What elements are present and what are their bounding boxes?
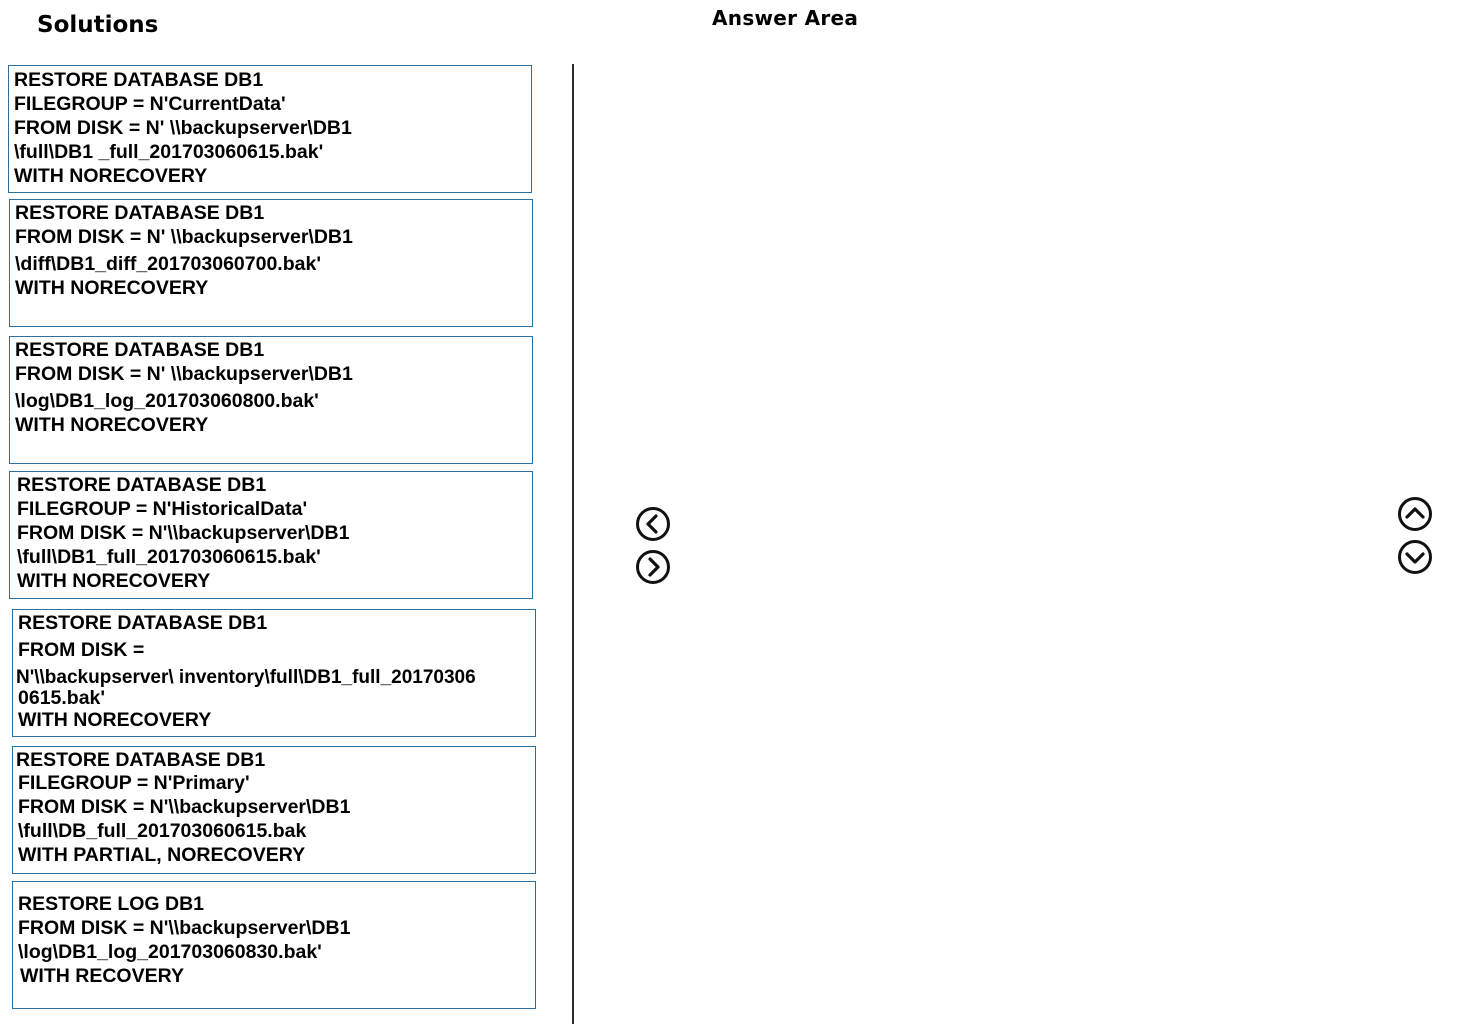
move-down-button[interactable]: [1398, 540, 1432, 574]
card-line: N'\\backupserver\ inventory\full\DB1_full_20170306: [16, 667, 476, 688]
card-line: \full\DB1 _full_201703060615.bak': [14, 141, 324, 163]
answer-area[interactable]: [690, 64, 1380, 1014]
card-line: FROM DISK = N' \\backupserver\DB1: [15, 226, 353, 248]
card-line: WITH PARTIAL, NORECOVERY: [18, 844, 306, 866]
card-line: 0615.bak': [18, 687, 106, 709]
solution-card-7[interactable]: [12, 881, 536, 1009]
card-line: \full\DB1_full_201703060615.bak': [17, 546, 321, 568]
card-line: RESTORE DATABASE DB1: [15, 202, 265, 224]
card-line: FROM DISK = N'\\backupserver\DB1: [18, 796, 351, 818]
card-line: RESTORE LOG DB1: [18, 893, 205, 915]
chevron-down-icon: [1401, 543, 1429, 571]
card-line: \diff\DB1_diff_201703060700.bak': [15, 253, 321, 275]
card-line: WITH RECOVERY: [20, 965, 184, 987]
move-left-button[interactable]: [636, 507, 670, 541]
solutions-title: Solutions: [37, 12, 159, 38]
answer-area-title: Answer Area: [712, 6, 859, 30]
card-line: RESTORE DATABASE DB1: [16, 749, 266, 771]
card-line: FROM DISK = N'\\backupserver\DB1: [17, 522, 350, 544]
card-line: WITH NORECOVERY: [15, 414, 209, 436]
solution-card-5[interactable]: [12, 609, 536, 737]
card-line: FILEGROUP = N'CurrentData': [14, 93, 286, 115]
card-line: WITH NORECOVERY: [17, 570, 211, 592]
card-line: RESTORE DATABASE DB1: [18, 612, 268, 634]
card-line: FROM DISK = N' \\backupserver\DB1: [14, 117, 352, 139]
card-line: FROM DISK = N'\\backupserver\DB1: [18, 917, 351, 939]
card-line: WITH NORECOVERY: [15, 277, 209, 299]
card-line: WITH NORECOVERY: [14, 165, 208, 187]
card-line: \full\DB_full_201703060615.bak: [18, 820, 307, 842]
move-right-button[interactable]: [636, 550, 670, 584]
card-line: \log\DB1_log_201703060830.bak': [18, 941, 322, 963]
solution-card-6[interactable]: [12, 746, 536, 874]
column-divider: [572, 64, 574, 1024]
move-up-button[interactable]: [1398, 497, 1432, 531]
chevron-right-icon: [639, 553, 667, 581]
card-line: FILEGROUP = N'Primary': [18, 772, 250, 794]
solution-card-3[interactable]: [9, 336, 533, 464]
solution-card-2[interactable]: [9, 199, 533, 327]
card-line: FILEGROUP = N'HistoricalData': [17, 498, 308, 520]
card-line: RESTORE DATABASE DB1: [17, 474, 267, 496]
card-line: \log\DB1_log_201703060800.bak': [15, 390, 319, 412]
card-line: FROM DISK =: [18, 639, 145, 661]
solution-card-4[interactable]: [9, 471, 533, 599]
card-line: RESTORE DATABASE DB1: [15, 339, 265, 361]
card-line: WITH NORECOVERY: [18, 709, 212, 731]
card-line: RESTORE DATABASE DB1: [14, 69, 264, 91]
card-line: FROM DISK = N' \\backupserver\DB1: [15, 363, 353, 385]
chevron-left-icon: [639, 510, 667, 538]
chevron-up-icon: [1401, 500, 1429, 528]
solution-card-1[interactable]: [8, 65, 532, 193]
